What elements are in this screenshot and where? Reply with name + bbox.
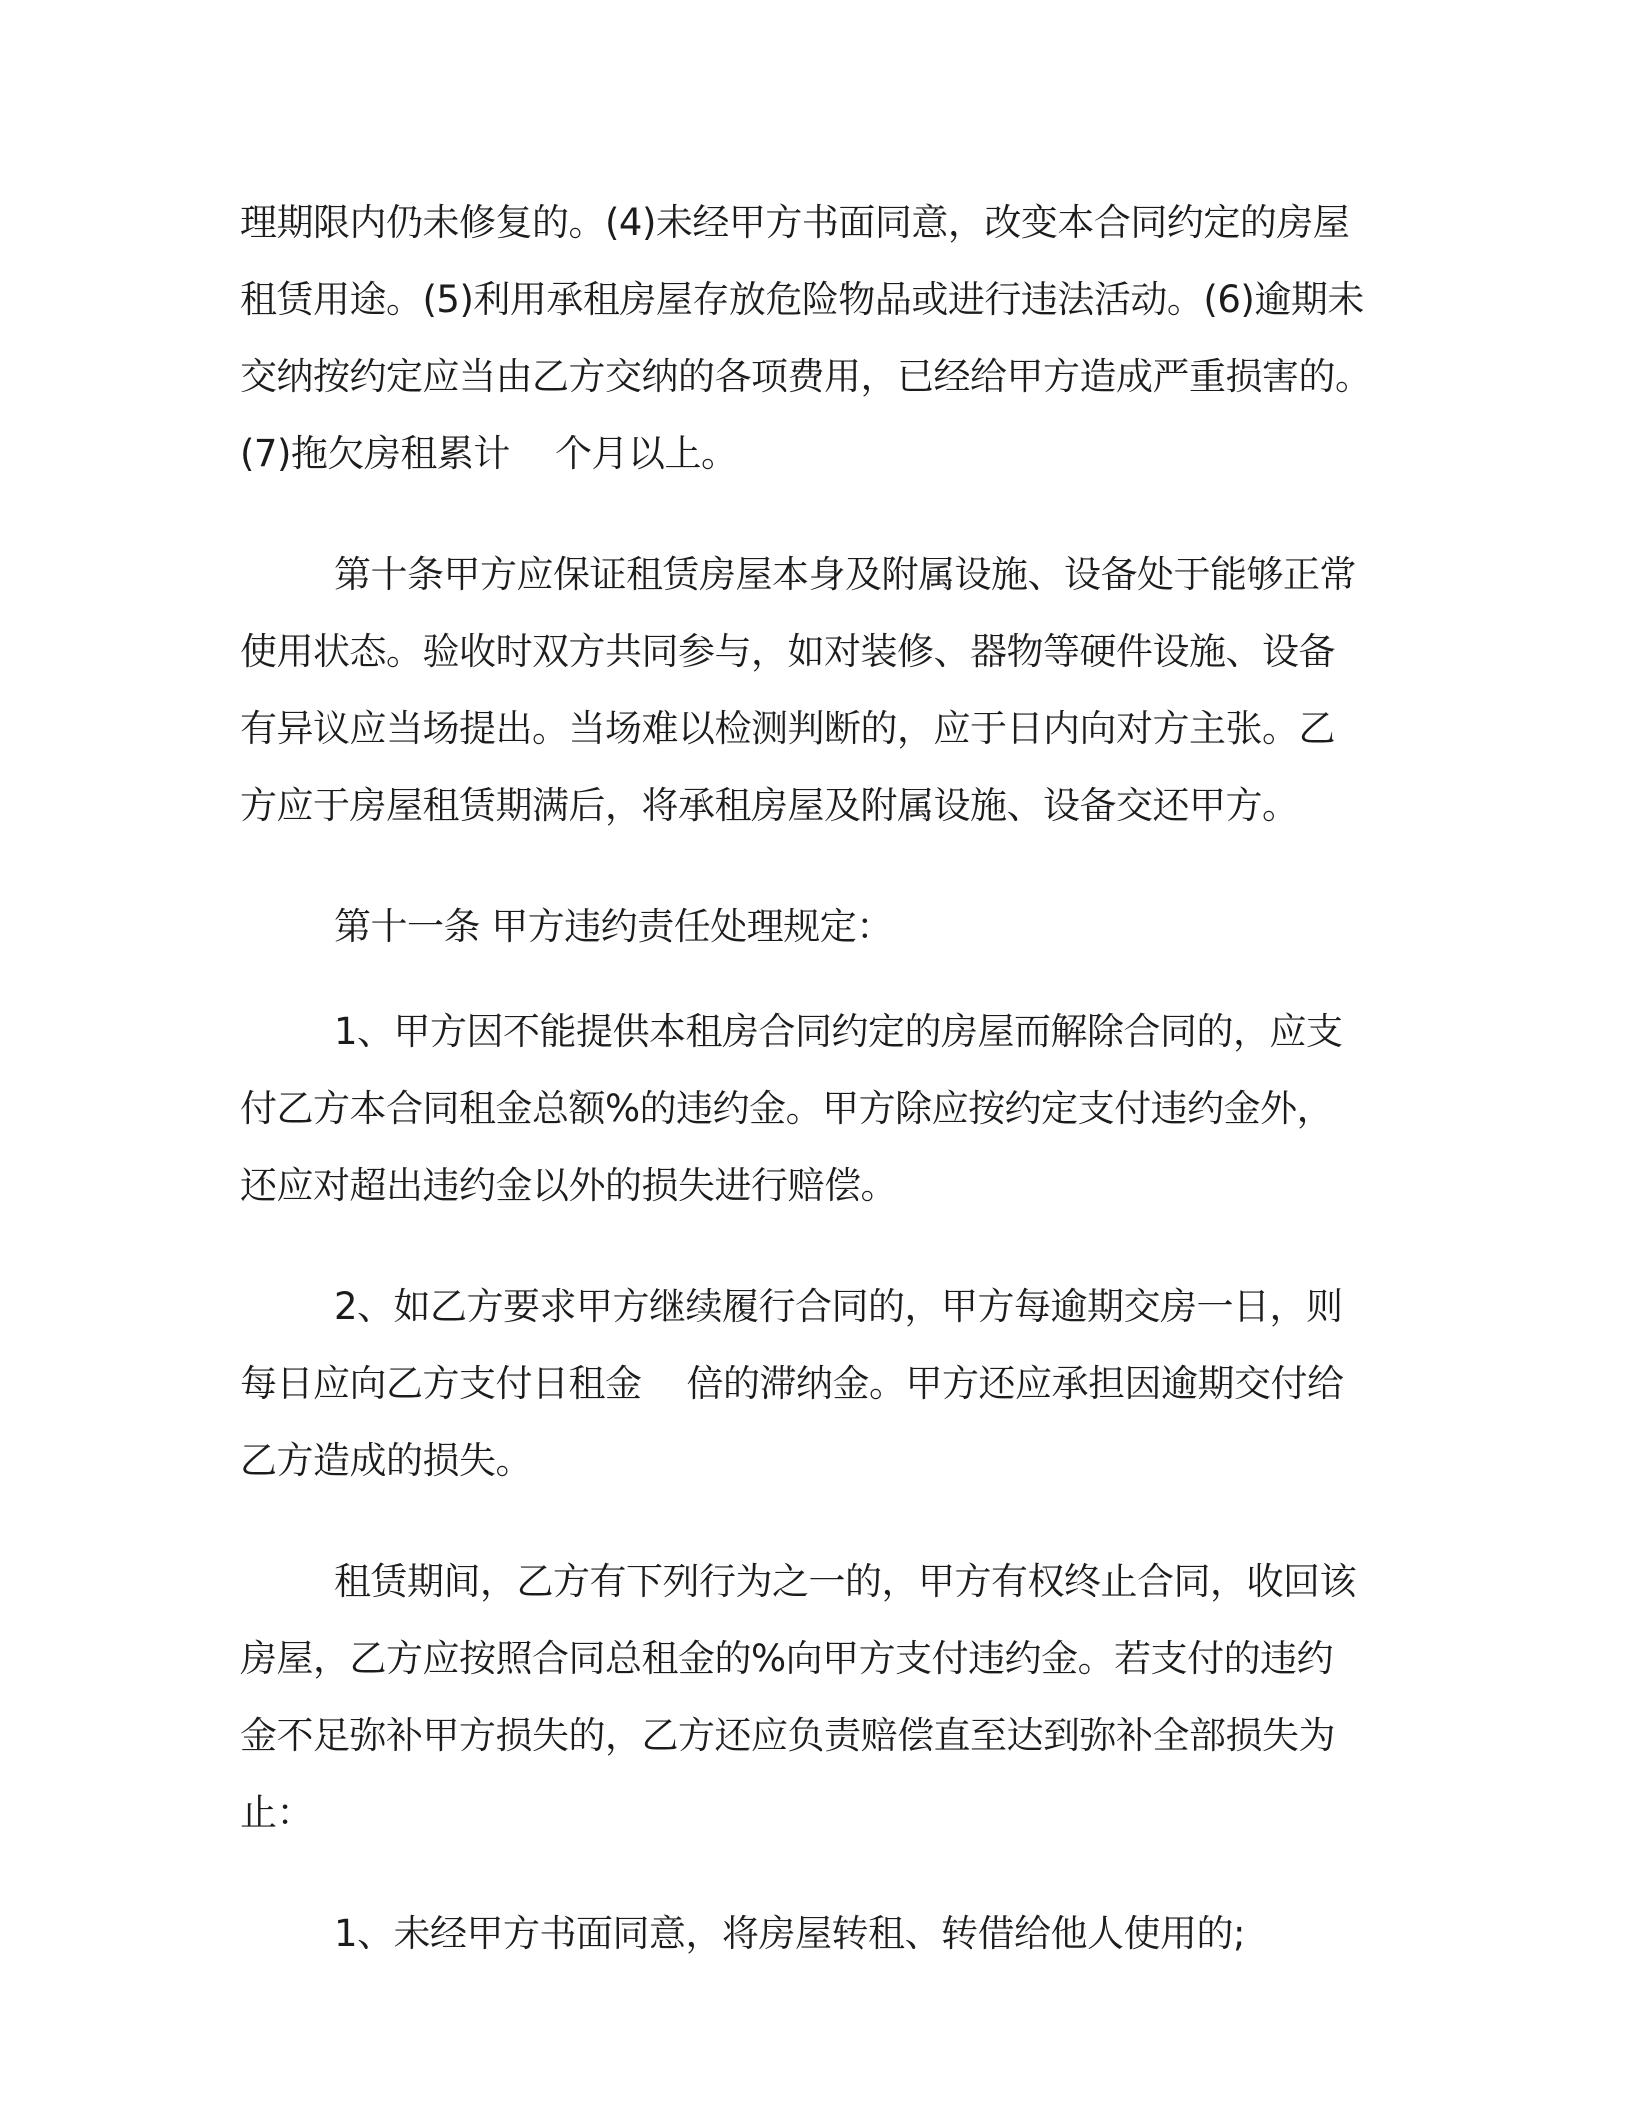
text-line: 理期限内仍未修复的。(4)未经甲方书面同意，改变本合同约定的房屋 [240,201,1350,244]
text-line: 有异议应当场提出。当场难以检测判断的，应于日内向对方主张。乙 [240,707,1335,750]
text-line: 1、未经甲方书面同意，将房屋转租、转借给他人使用的; [334,1912,1246,1955]
text-line: 交纳按约定应当由乙方交纳的各项费用，已经给甲方造成严重损害的。 [240,355,1372,398]
text-line: 房屋，乙方应按照合同总租金的%向甲方支付违约金。若支付的违约 [240,1637,1334,1680]
text-line: 方应于房屋租赁期满后，将承租房屋及附属设施、设备交还甲方。 [240,784,1299,827]
text-line: 租赁用途。(5)利用承租房屋存放危险物品或进行违法活动。(6)逾期未 [240,278,1364,321]
text-line: 止： [240,1791,313,1834]
paragraph-spacer [240,965,1400,993]
text-line: 租赁期间，乙方有下列行为之一的，甲方有权终止合同，收回该 [334,1560,1356,1603]
paragraph-article-10 [240,536,1400,844]
paragraph-spacer [240,1851,1400,1895]
paragraph-clause-2 [240,1268,1400,1499]
paragraph-clause-1 [240,993,1400,1224]
text-line: 每日应向乙方支付日租金 倍的滞纳金。甲方还应承担因逾期交付给 [240,1362,1344,1405]
text-line: 乙方造成的损失。 [240,1439,532,1482]
text-line: 还应对超出违约金以外的损失进行赔偿。 [240,1164,897,1207]
paragraph-spacer [240,844,1400,888]
text-line: 使用状态。验收时双方共同参与，如对装修、器物等硬件设施、设备 [240,630,1335,673]
paragraph-spacer [240,492,1400,536]
text-line: 2、如乙方要求甲方继续履行合同的，甲方每逾期交房一日，则 [334,1285,1343,1328]
paragraph-spacer [240,1224,1400,1268]
document-body [240,184,1400,1972]
text-line: 1、甲方因不能提供本租房合同约定的房屋而解除合同的，应支 [334,1010,1343,1053]
paragraph [240,184,1400,492]
text-line: 第十一条 甲方违约责任处理规定： [334,905,893,948]
paragraph-spacer [240,1499,1400,1543]
text-line: 金不足弥补甲方损失的，乙方还应负责赔偿直至达到弥补全部损失为 [240,1714,1335,1757]
section-heading-article-11 [240,888,1400,965]
text-line: 付乙方本合同租金总额%的违约金。甲方除应按约定支付违约金外， [240,1087,1334,1130]
paragraph-tenant-clause-1 [240,1895,1400,1972]
text-line: 第十条甲方应保证租赁房屋本身及附属设施、设备处于能够正常 [334,553,1356,596]
text-line: (7)拖欠房租累计 个月以上。 [240,432,738,475]
paragraph-tenant-breach [240,1543,1400,1851]
